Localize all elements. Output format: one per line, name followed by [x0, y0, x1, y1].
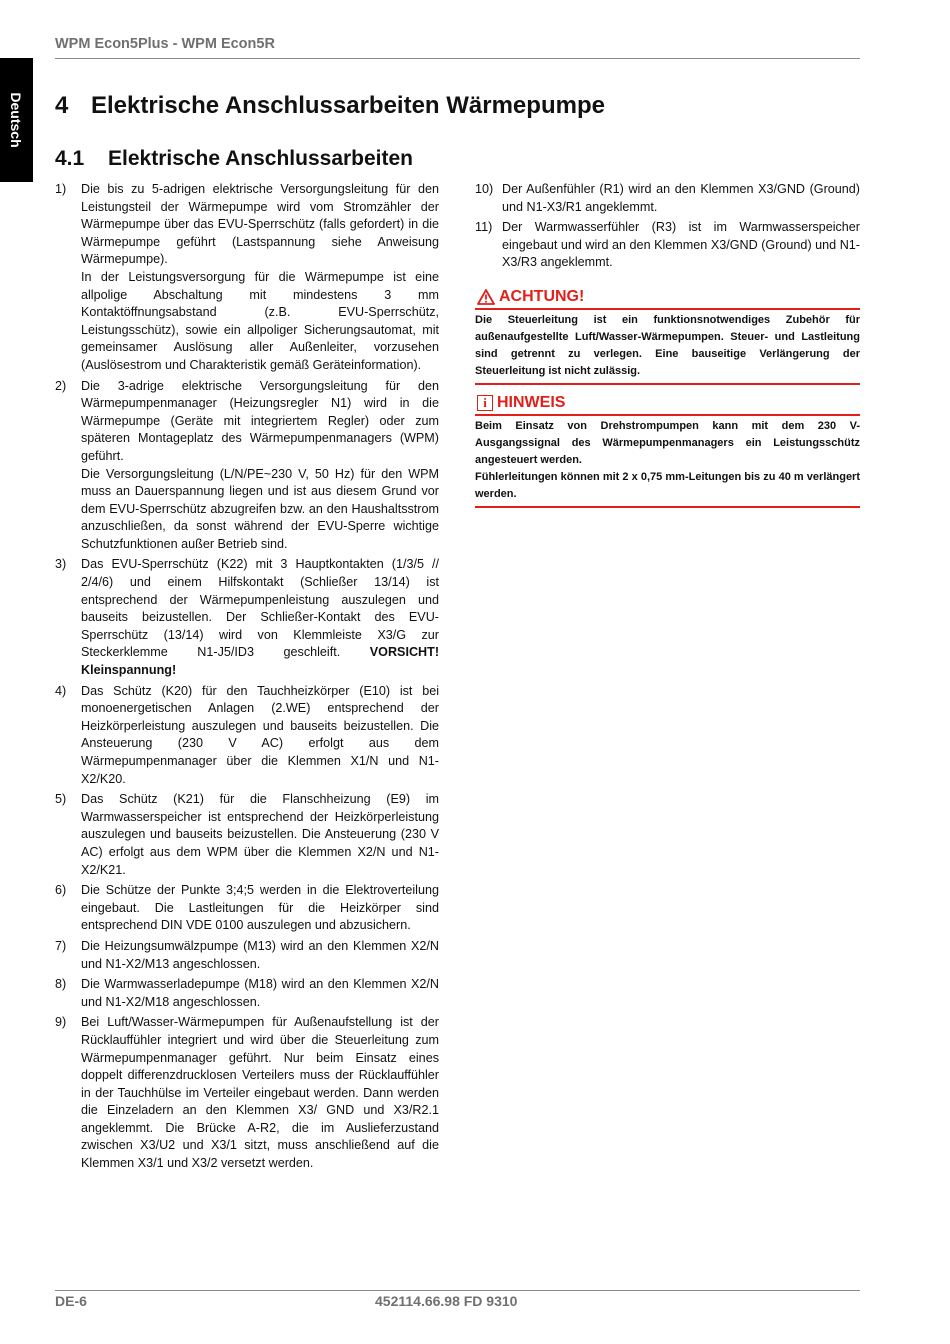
hint-paragraph: Fühlerleitungen können mit 2 x 0,75 mm-Leitungen bis zu 40 m verlängert werden.: [475, 471, 860, 500]
list-item-text: [81, 378, 439, 554]
info-icon: i: [477, 395, 493, 411]
list-item: [55, 976, 439, 1011]
paragraph: Die 3-adrige elektrische Versorgungsleitung für den Wärmepumpenmanager (Heizungsregler N1) wird in die Wärmepumpe (Geräte mit integriertem Regler) oder zum späteren Montageplatz des Wärmepumpenmanagers (WPM) geführt.: [81, 378, 439, 463]
chapter-heading: [55, 92, 605, 120]
paragraph: Die Versorgungsleitung (L/N/PE~230 V, 50 Hz) für den WPM muss an Dauerspannung liegen und ist aus diesem Grund vor dem EVU-Sperrschütz abzugreifen bzw. an den Haushaltsstrom anzuschließen, da sonst während der EVU-Sperre wichtige Schutzfunktionen außer Betrieb sind.: [81, 466, 439, 551]
list-item: [55, 791, 439, 879]
section-title: Elektrische Anschlussarbeiten: [108, 147, 414, 170]
warning-box: [475, 286, 860, 385]
warning-title: ACHTUNG!: [499, 288, 585, 305]
list-item-number: 1): [55, 182, 67, 196]
warning-header: [475, 286, 860, 308]
paragraph: Das Schütz (K20) für den Tauchheizkörper (E10) ist bei monoenergetischen Anlagen (2.WE) entsprechend der Heizkörperleistung auszulegen und bauseits beizustellen. Die Ansteuerung (230 V AC) erfolgt aus dem Wärmepumpenmanager über die Klemmen X1/N und N1-X2/K20.: [81, 683, 439, 786]
list-item: [55, 556, 439, 679]
list-item: [55, 1014, 439, 1172]
footer-divider: [55, 1290, 860, 1291]
list-item: [55, 683, 439, 789]
section-number: 4.1: [55, 147, 85, 170]
hint-header: [475, 392, 860, 414]
list-item: [55, 181, 439, 375]
list-item: [55, 378, 439, 554]
chapter-title: Elektrische Anschlussarbeiten Wärmepumpe: [91, 92, 605, 119]
hint-title: HINWEIS: [497, 394, 566, 411]
right-column: [475, 181, 860, 275]
warning-triangle-icon: [477, 289, 495, 305]
list-item: [55, 882, 439, 935]
list-item-text: [81, 938, 439, 973]
hint-bottom-rule: [475, 506, 860, 508]
paragraph: Die bis zu 5-adrigen elektrische Versorgungsleitung für den Leistungsteil der Wärmepumpe wird vom Stromzähler der Wärmepumpe über das EVU-Sperrschütz (falls gefordert) in die Wärmepumpe geführt (Lastspannung siehe Anweisung Wärmepumpe).: [81, 182, 439, 267]
chapter-number: 4: [55, 92, 69, 119]
list-item: [475, 181, 860, 216]
hint-box: [475, 392, 860, 508]
list-item: [475, 219, 860, 272]
list-item-number: 9): [55, 1015, 67, 1030]
list-item-text: Der Außenfühler (R1) wird an den Klemmen X3/GND (Ground) und N1-X3/R1 angeklemmt.: [502, 182, 860, 214]
paragraph: [81, 556, 439, 679]
header-divider: [55, 58, 860, 59]
list-item-number: 3): [55, 557, 67, 572]
document-id: 452114.66.98 FD 9310: [375, 1293, 518, 1309]
caution-text: VORSICHT! Kleinspannung!: [81, 645, 440, 678]
paragraph: In der Leistungsversorgung für die Wärmepumpe ist eine allpolige Abschaltung mit mindestens 3 mm Kontaktöffnungsabstand (z.B. EVU-Sperrschütz, Leistungsschütz), sowie ein allpoliger Sicherungsautomat, mit gemeinsamer Auslösung aller Außenleiter, vorzusehen (Auslösestrom und Charakteristik gemäß Geräteinformation).: [81, 269, 439, 372]
paragraph-text: Das EVU-Sperrschütz (K22) mit 3 Hauptkontakten (1/3/5 // 2/4/6) und einem Hilfskontakt (Schließer 13/14) ist entsprechend der Wärmepumpenleistung auszulegen und bauseits beizustellen. Der Schließer-Kontakt des EVU-Sperrschütz (13/14) wird von Klemmleiste X3/G zur Steckerklemme N1-J5/ID3 geschleift.: [81, 557, 439, 660]
warning-bottom-rule: [475, 383, 860, 385]
list-item-number: 6): [55, 883, 67, 898]
paragraph: Die Schütze der Punkte 3;4;5 werden in die Elektroverteilung eingebaut. Die Lastleitungen für die Heizkörper sind entsprechend DIN VDE 0100 auszulegen und abzusichern.: [81, 883, 439, 933]
language-tab: [0, 58, 33, 182]
list-item-text: Der Warmwasserfühler (R3) ist im Warmwasserspeicher eingebaut und wird an den Klemmen X3/GND (Ground) und N1-X3/R3 angeklemmt.: [502, 220, 860, 270]
list-item: [55, 938, 439, 973]
hint-paragraph: Beim Einsatz von Drehstrompumpen kann mit dem 230 V-Ausgangssignal des Wärmepumpenmanagers ein Leistungsschütz angesteuert werden.: [475, 420, 860, 466]
warning-text: Die Steuerleitung ist ein funktionsnotwendiges Zubehör für außenaufgestellte Luft/Wasser-Wärmepumpen. Steuer- und Lastleitung sind getrennt zu verlegen. Eine bauseitige Verlängerung der Steuerleitung ist nicht zulässig.: [475, 314, 860, 377]
list-item-number: 2): [55, 378, 67, 393]
paragraph: Die Warmwasserladepumpe (M18) wird an den Klemmen X2/N und N1-X2/M18 angeschlossen.: [81, 977, 439, 1009]
list-item-text: [81, 791, 439, 879]
header-title: WPM Econ5Plus - WPM Econ5R: [55, 36, 275, 52]
list-item-number: 11): [475, 220, 493, 235]
list-item-text: [81, 976, 439, 1011]
list-item-number: 4): [55, 683, 67, 698]
paragraph: Das Schütz (K21) für die Flanschheizung (E9) im Warmwasserspeicher ist entsprechend der Heizkörperleistung auszulegen und bauseits beizustellen. Die Ansteuerung (230 V AC) erfolgt aus dem WPM über die Klemmen X2/N und N1-X2/K21.: [81, 792, 439, 877]
left-column: [55, 181, 439, 1176]
paragraph: Bei Luft/Wasser-Wärmepumpen für Außenaufstellung ist der Rücklauffühler integriert und wird über die Steuerleitung zum Wärmepumpenmanager geführt. Nur beim Einsatz eines doppelt differenzdrucklosen Verteilers muss der Rücklauffühler in der Tauchhülse im Verteiler eingebaut werden. Dann werden die Einzeladern an den Klemmen X3/ GND und X3/R2.1 angeklemmt. Die Brücke A-R2, die im Auslieferzustand zwischen X3/U2 und X3/1 sitzt, muss anschließend auf die Klemmen X3/1 und X3/2 versetzt werden.: [81, 1015, 439, 1171]
list-item-text: [81, 181, 439, 375]
paragraph: Die Heizungsumwälzpumpe (M13) wird an den Klemmen X2/N und N1-X2/M13 angeschlossen.: [81, 938, 439, 971]
list-item-text: [81, 1014, 439, 1172]
list-item-number: 5): [55, 792, 67, 807]
page-number: DE-6: [55, 1293, 87, 1309]
list-item-number: 10): [475, 182, 494, 196]
list-item-text: [81, 683, 439, 789]
list-item-number: 8): [55, 977, 67, 992]
language-tab-label: Deutsch: [8, 92, 24, 148]
section-heading: [55, 147, 413, 171]
hint-text: [475, 416, 860, 506]
list-item-text: [81, 556, 439, 679]
list-item-number: 7): [55, 938, 67, 953]
list-item-text: [81, 882, 439, 935]
